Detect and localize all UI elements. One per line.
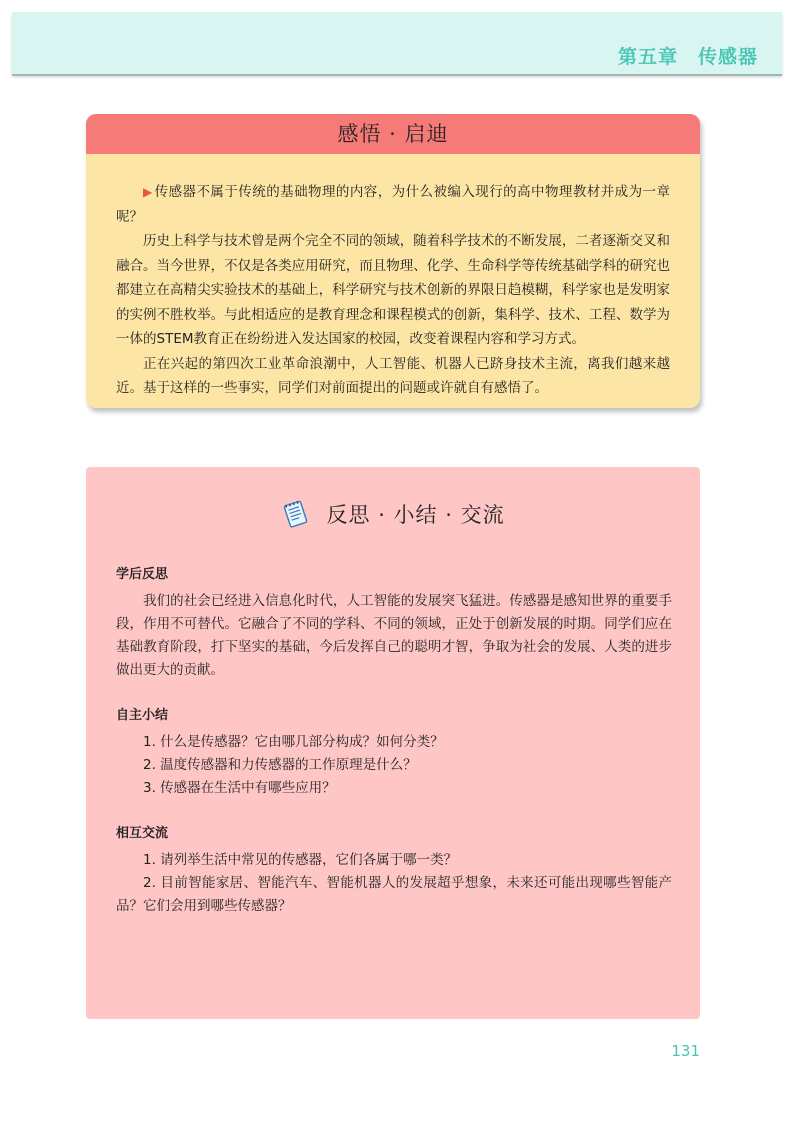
insight-question [116, 180, 670, 229]
triangle-right-icon: ▶ [143, 185, 153, 199]
list-item: 1. 请列举生活中常见的传感器，它们各属于哪一类？ [143, 852, 458, 868]
section-label-self-summary: 自主小结 [116, 708, 169, 723]
notepad-icon [281, 499, 311, 529]
list-item: 1. 什么是传感器？它由哪几部分构成？如何分类？ [143, 734, 444, 750]
reflection-panel [86, 467, 700, 1019]
insight-paragraph: 正在兴起的第四次工业革命浪潮中，人工智能、机器人已跻身技术主流，离我们越来越近。基于这样的一些事实，同学们对前面提出的问题或许就自有感悟了。 [116, 355, 670, 396]
list-item: 3. 传感器在生活中有哪些应用？ [143, 780, 336, 796]
header-divider [12, 74, 782, 76]
reflection-header [86, 499, 700, 535]
reflection-title: 反思 · 小结 · 交流 [326, 503, 505, 527]
section-label-exchange: 相互交流 [116, 826, 169, 841]
insight-title: 感悟 · 启迪 [337, 122, 449, 146]
insight-question-text: 传感器不属于传统的基础物理的内容，为什么被编入现行的高中物理教材并成为一章呢？ [116, 184, 670, 225]
list-item: 2. 目前智能家居、智能汽车、智能机器人的发展超乎想象，未来还可能出现哪些智能产品？它们会用到哪些传感器？ [116, 875, 672, 914]
chapter-title: 第五章 传感器 [617, 46, 758, 68]
reflection-body [116, 563, 672, 918]
section-label-post-study: 学后反思 [116, 567, 169, 582]
post-study-paragraph: 我们的社会已经进入信息化时代，人工智能的发展突飞猛进。传感器是感知世界的重要手段，作用不可替代。它融合了不同的学科、不同的领域，正处于创新发展的时期。同学们应在基础教育阶段，打下坚实的基础，今后发挥自己的聪明才智，争取为社会的发展、人类的进步做出更大的贡献。 [116, 593, 672, 678]
page-number: 131 [671, 1042, 700, 1060]
list-item: 2. 温度传感器和力传感器的工作原理是什么？ [143, 757, 417, 773]
insight-body [86, 154, 700, 401]
insight-paragraph: 历史上科学与技术曾是两个完全不同的领域，随着科学技术的不断发展，二者逐渐交叉和融合。当今世界，不仅是各类应用研究，而且物理、化学、生命科学等传统基础学科的研究也都建立在高精尖实验技术的基础上，科学研究与技术创新的界限日趋模糊，科学家也是发明家的实例不胜枚举。与此相适应的是教育理念和课程模式的创新，集科学、技术、工程、数学为一体的STEM教育正在纷纷进入发达国家的校园，改变着课程内容和学习方式。 [116, 233, 670, 347]
insight-panel [86, 114, 700, 408]
insight-header [86, 114, 700, 154]
